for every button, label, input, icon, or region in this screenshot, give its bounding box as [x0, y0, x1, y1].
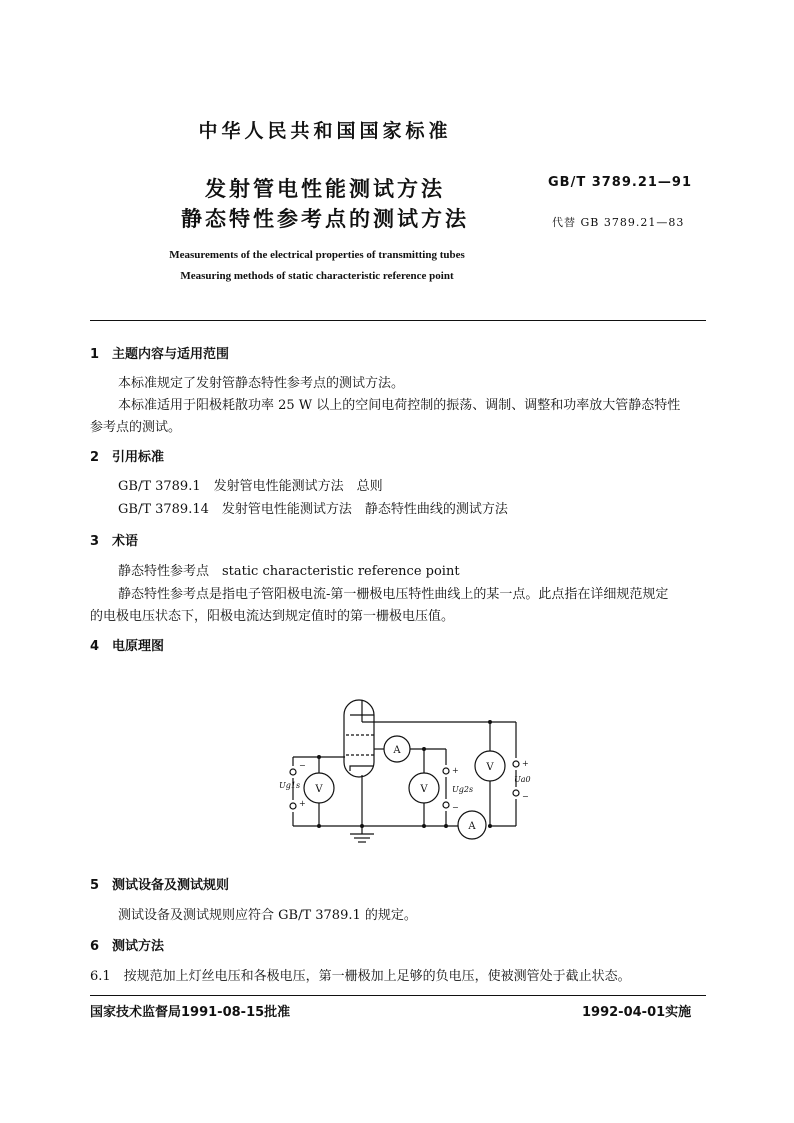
label-ug2s: Ug2s — [452, 785, 474, 794]
term-definition-line-2: 的电极电压状态下，阳极电流达到规定值时的第一栅极电压值。 — [90, 609, 455, 624]
approval-date: 国家技术监督局1991-08-15批准 — [90, 1005, 291, 1020]
document-title-line-2: 静态特性参考点的测试方法 — [181, 207, 469, 231]
voltmeter-g1-label: V — [315, 784, 323, 795]
tube-cathode — [350, 766, 374, 771]
ammeter-anode-label: A — [468, 821, 476, 832]
section-2-heading: 2 引用标准 — [90, 450, 165, 465]
reference-2: GB/T 3789.14 发射管电性能测试方法 静态特性曲线的测试方法 — [118, 502, 508, 517]
term-definition-line-1: 静态特性参考点是指电子管阳极电流-第一栅极电压特性曲线上的某一点。此点指在详细规范规定 — [118, 587, 669, 602]
english-title-line-1: Measurements of the electrical properties of transmitting tubes — [169, 249, 465, 261]
g1-plus-sign: + — [299, 799, 306, 808]
label-ug1s: Ug1s — [279, 781, 301, 790]
clause-6-1: 6.1 按规范加上灯丝电压和各极电压，第一栅极加上足够的负电压，使被测管处于截止状态。 — [90, 969, 631, 984]
term: 静态特性参考点 static characteristic reference point — [118, 564, 460, 579]
standard-number: GB/T 3789.21—91 — [548, 175, 693, 190]
english-title-line-2: Measuring methods of static characteristic reference point — [180, 270, 454, 282]
section-6-heading: 6 测试方法 — [90, 939, 165, 954]
document-title-line-1: 发射管电性能测试方法 — [205, 177, 445, 201]
section-1-paragraph-1: 本标准规定了发射管静态特性参考点的测试方法。 — [118, 376, 405, 391]
terminal-g2-minus — [443, 802, 449, 808]
section-5-heading: 5 测试设备及测试规则 — [90, 878, 230, 893]
reference-1: GB/T 3789.1 发射管电性能测试方法 总则 — [118, 479, 383, 494]
section-3-heading: 3 术语 — [90, 534, 139, 549]
voltmeter-g2-label: V — [420, 784, 428, 795]
implementation-date: 1992-04-01实施 — [582, 1005, 692, 1020]
g1-minus-sign: − — [299, 761, 306, 770]
terminal-anode-plus — [513, 761, 519, 767]
footer-divider — [90, 995, 706, 996]
voltmeter-anode-label: V — [486, 762, 494, 773]
section-1-heading: 1 主题内容与适用范围 — [90, 347, 230, 362]
section-4-heading: 4 电原理图 — [90, 639, 165, 654]
terminal-g1-minus — [290, 769, 296, 775]
anode-plus-sign: + — [522, 759, 529, 768]
section-5-paragraph: 测试设备及测试规则应符合 GB/T 3789.1 的规定。 — [118, 908, 417, 923]
g2-minus-sign: − — [452, 803, 459, 812]
terminal-g1-plus — [290, 803, 296, 809]
replaces-standard: 代替 GB 3789.21—83 — [552, 216, 685, 229]
terminal-anode-minus — [513, 790, 519, 796]
national-standard-title: 中华人民共和国国家标准 — [198, 120, 452, 142]
label-ua0: Ua0 — [514, 775, 531, 784]
ammeter-g2-label: A — [393, 745, 401, 756]
terminal-g2-plus — [443, 768, 449, 774]
section-1-paragraph-2-line-1: 本标准适用于阳极耗散功率 25 W 以上的空间电荷控制的振荡、调制、调整和功率放大管静态特性 — [118, 398, 681, 413]
g2-plus-sign: + — [452, 766, 459, 775]
section-1-paragraph-2-line-2: 参考点的测试。 — [90, 420, 182, 435]
anode-minus-sign: − — [522, 792, 529, 801]
